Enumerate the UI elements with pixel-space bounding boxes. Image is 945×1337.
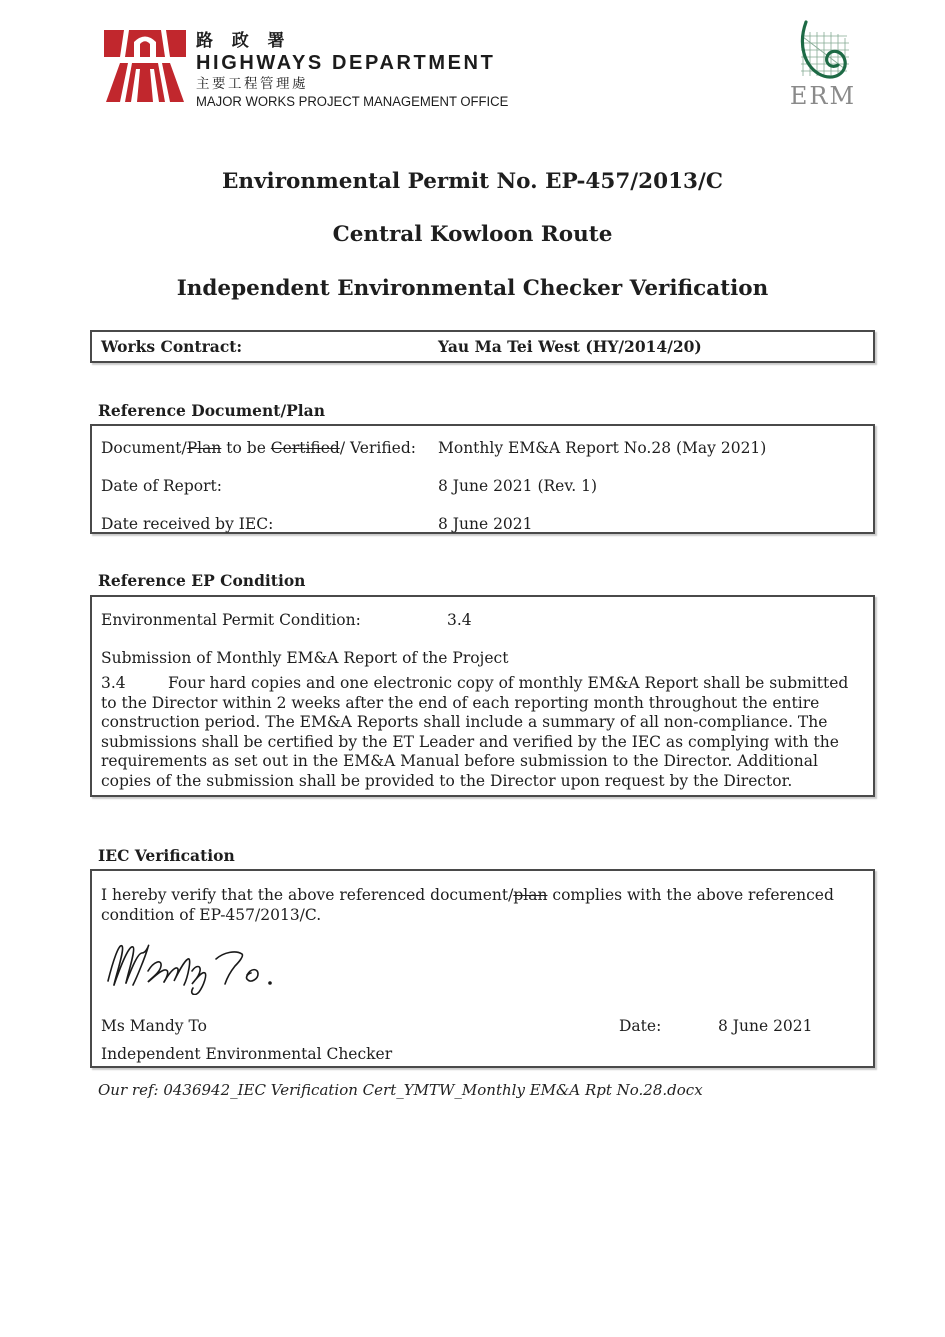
iec-verification-statement: I hereby verify that the above referenced document/plan complies with the above referenced condition of EP-457/2013/C. <box>101 886 834 924</box>
ep-clause-text: Four hard copies and one electronic copy of monthly EM&A Report shall be submitted to the Director within 2 weeks after the end of each reporting month throughout the entire construction period. The EM&A Reports shall include a summary of all non-compliance. The submissions shall be certified by the ET Leader and verified by the IEC as complying with the requirements as set out in the EM&A Manual before submission to the Director. Additional copies of the submission shall be provided to the Director upon request by the Director. <box>101 674 849 790</box>
works-contract-value: Yau Ma Tei West (HY/2014/20) <box>438 337 702 356</box>
hyd-english-title: HIGHWAYS DEPARTMENT <box>196 52 496 74</box>
erm-logo <box>787 20 859 108</box>
signer-title: Independent Environmental Checker <box>101 1045 393 1063</box>
ep-condition-label: Environmental Permit Condition: <box>101 611 361 629</box>
hyd-english-subtitle: MAJOR WORKS PROJECT MANAGEMENT OFFICE <box>196 94 509 109</box>
highways-department-header-text <box>196 31 518 110</box>
hyd-chinese-title: 路 政 署 <box>196 31 292 50</box>
works-contract-box <box>90 330 875 363</box>
date-of-report-row <box>92 477 873 495</box>
ep-clause-number: 3.4 <box>101 674 126 692</box>
date-label: Date: <box>619 1017 662 1035</box>
date-of-report-label: Date of Report: <box>101 477 222 495</box>
ep-condition-subject: Submission of Monthly EM&A Report of the Project <box>101 649 509 667</box>
our-ref-line: Our ref: 0436942_IEC Verification Cert_YMTW_Monthly EM&A Rpt No.28.docx <box>98 1081 703 1099</box>
page-title-project: Central Kowloon Route <box>332 222 613 247</box>
date-received-row <box>92 515 873 533</box>
works-contract-label: Works Contract: <box>101 337 243 356</box>
highways-department-logo-icon <box>104 30 186 106</box>
signer-and-date-row <box>92 1017 877 1035</box>
signature-image <box>104 933 284 999</box>
reference-ep-heading: Reference EP Condition <box>98 571 306 590</box>
erm-wordmark: ERM <box>789 82 857 110</box>
iec-verification-box <box>90 869 875 1068</box>
iec-verification-heading: IEC Verification <box>98 846 235 865</box>
reference-ep-box <box>90 595 875 797</box>
signer-name: Ms Mandy To <box>101 1017 207 1035</box>
reference-document-heading: Reference Document/Plan <box>98 401 325 420</box>
reference-document-box <box>90 424 875 534</box>
date-received-value: 8 June 2021 <box>438 515 533 533</box>
erm-spiral-icon <box>791 20 855 82</box>
date-received-label: Date received by IEC: <box>101 515 274 533</box>
page-title-permit-no: Environmental Permit No. EP-457/2013/C <box>222 169 723 194</box>
date-of-report-value: 8 June 2021 (Rev. 1) <box>438 477 598 495</box>
hyd-chinese-subtitle: 主要工程管理處 <box>196 76 308 91</box>
document-to-be-verified-value: Monthly EM&A Report No.28 (May 2021) <box>438 439 767 457</box>
ep-condition-value: 3.4 <box>447 611 472 629</box>
document-to-be-verified-label: Document/Plan to be Certified/ Verified: <box>101 439 416 457</box>
document-to-be-verified-row <box>92 439 873 457</box>
date-value: 8 June 2021 <box>718 1017 813 1035</box>
ep-condition-clause <box>101 674 864 792</box>
ep-condition-row <box>101 611 864 629</box>
page-title-document-type: Independent Environmental Checker Verification <box>176 276 769 301</box>
